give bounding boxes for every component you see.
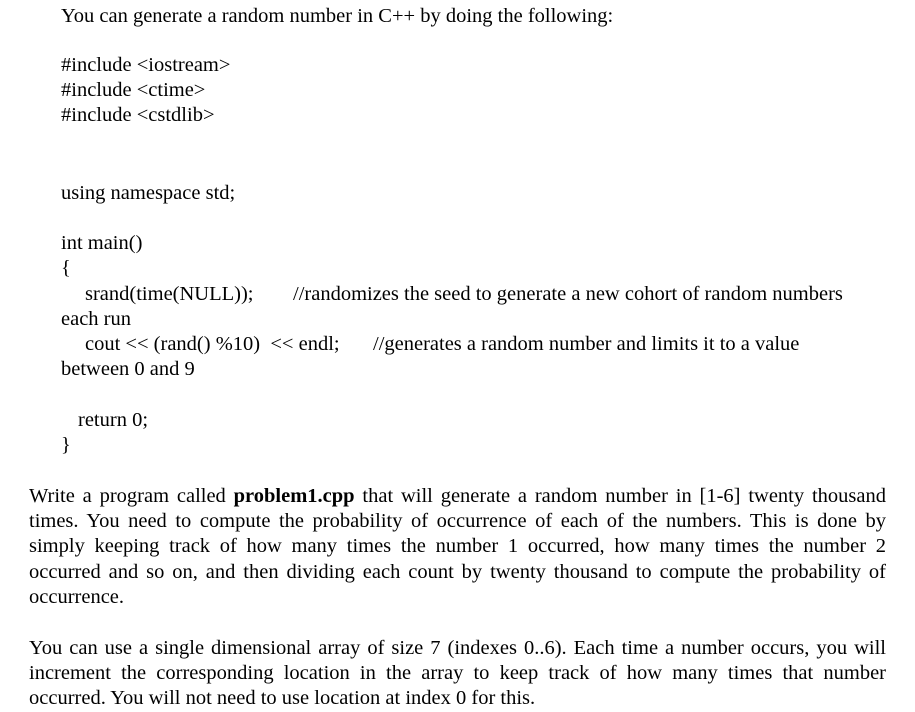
include-iostream: #include <iostream> bbox=[61, 54, 231, 76]
problem-filename: problem1.cpp bbox=[233, 485, 355, 507]
return-statement: return 0; bbox=[78, 409, 149, 431]
open-brace: { bbox=[61, 257, 71, 279]
paragraph-array-text: You can use a single dimensional array of size 7 (indexes 0..6). Each time a number occurs, you will increment the corresponding location in the array to keep track of how many times that number occurred. You will not need to use location at index 0 for this. bbox=[29, 637, 886, 710]
srand-comment: //randomizes the seed to generate a new cohort of random numbers bbox=[293, 283, 843, 305]
using-namespace: using namespace std; bbox=[61, 182, 236, 204]
srand-statement: srand(time(NULL)); bbox=[85, 283, 254, 305]
paragraph-problem-before: Write a program called bbox=[29, 485, 234, 507]
include-cstdlib: #include <cstdlib> bbox=[61, 104, 215, 126]
intro-text: You can generate a random number in C++ by doing the following: bbox=[61, 5, 614, 27]
include-ctime: #include <ctime> bbox=[61, 79, 206, 101]
close-brace: } bbox=[61, 434, 71, 456]
cout-comment-wrap: between 0 and 9 bbox=[61, 358, 195, 380]
paragraph-problem-after: that will generate a random number in [1-6] twenty thousand times. You need to compute the probability of occurrence of each of the numbers. This is done by simply keeping track of how many times the number 1 occurred, how many times the number 2 occurred and so on, and then dividing each count by twenty thousand to compute the probability of occurrence. bbox=[29, 485, 886, 608]
cout-statement: cout << (rand() %10) << endl; bbox=[85, 333, 340, 355]
cout-comment: //generates a random number and limits it to a value bbox=[373, 333, 800, 355]
srand-comment-wrap: each run bbox=[61, 308, 131, 330]
paragraph-array bbox=[29, 636, 886, 712]
paragraph-problem bbox=[29, 484, 886, 610]
main-signature: int main() bbox=[61, 232, 143, 254]
